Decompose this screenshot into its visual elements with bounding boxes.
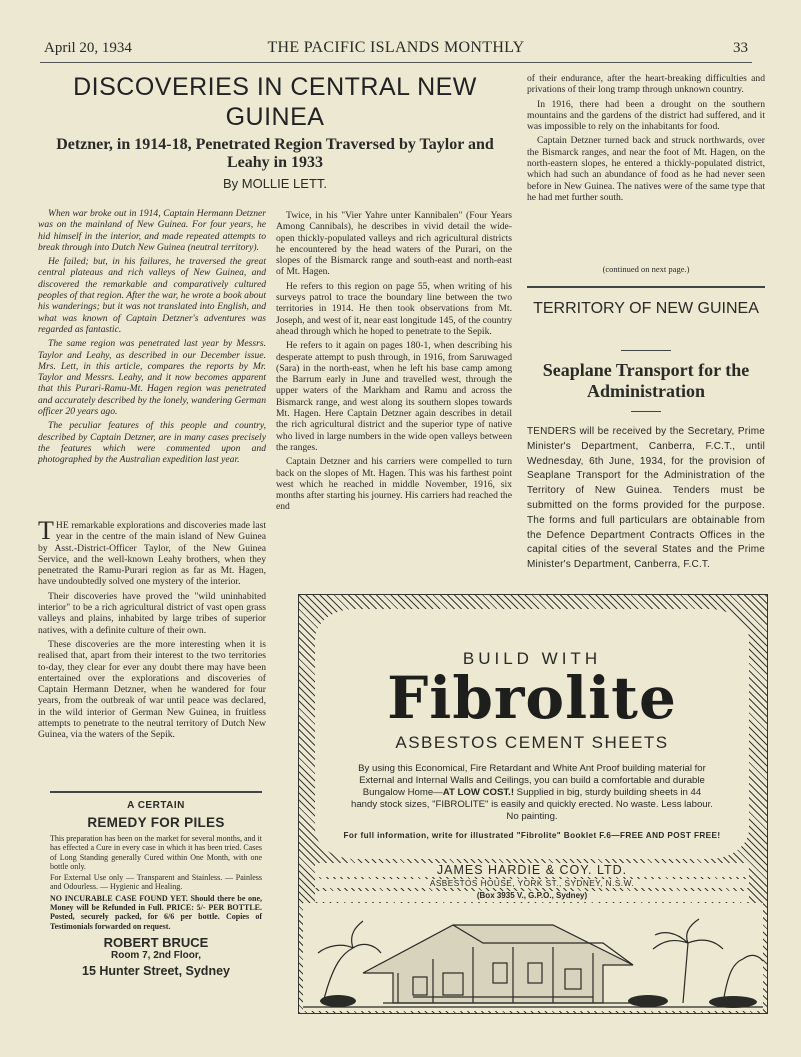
- notice-heading: TERRITORY OF NEW GUINEA: [533, 300, 759, 317]
- tender-text: TENDERS will be received by the Secretary, Prime Minister's Department, Canberra, F.C.T., until Wednesday, 6th June, 1934, for the provision of Seaplane Transport for the Administration of the Territory of New Guinea. Tenders must be submitted on the forms provided for the purpose. The forms and full particulars are obtainable from the Defence Department Contracts Offices in the capital cities of the several States and the Prime Minister's Department, Canberra, F.C.T.: [527, 426, 765, 571]
- body-paragraph: Twice, in his "Vier Yahre unter Kannibalen" (Four Years Among Cannibals), he describes in vivid detail the wide-open thickly-populated valleys and rich agricultural districts he encountered by the head waters of the Purari, on the slopes of the Bismarck range and south-east and north-east of Mt. Hagen.: [276, 210, 512, 278]
- section-divider: [527, 286, 765, 288]
- body-paragraph: Their discoveries have proved the "wild uninhabited interior" to be a rich agricultural district of vast open grass valleys and plains, inhabited by large tribes of superior natives, with a definite culture of their own.: [38, 590, 266, 636]
- advertiser-room: Room 7, 2nd Floor,: [110, 949, 201, 961]
- intro-paragraph: When war broke out in 1914, Captain Hermann Detzner was on the mainland of New Guinea. For four years, he hid himself in the interior, and made repeated attempts to break through into Dutch New Guinea (neutral territory).: [38, 208, 266, 253]
- article-body-left: [38, 516, 266, 744]
- copy-text: Supplied in big, sturdy building sheets in 44 handy stock sizes, "FIBROLITE" is easily and quickly erected. No waste. Less labour. No painting.: [351, 787, 713, 822]
- ad-body: [50, 834, 262, 931]
- intro-paragraph: The peculiar features of this people and country, described by Captain Detzner, are in many cases precisely the features which were commented upon and photographed by the Australian expedition last year.: [38, 420, 266, 466]
- issue-date: April 20, 1934: [44, 40, 132, 56]
- product-name: ASBESTOS CEMENT SHEETS: [395, 733, 669, 752]
- ad-title: REMEDY FOR PILES: [87, 815, 225, 830]
- article-body-middle: [276, 210, 512, 516]
- ad-copy: [351, 763, 713, 823]
- continued-note: (continued on next page.): [602, 264, 690, 274]
- article-byline: By MOLLIE LETT.: [222, 176, 328, 191]
- company-address: ASBESTOS HOUSE, YORK ST., SYDNEY, N.S.W.: [315, 879, 749, 888]
- article-subtitle: Detzner, in 1914-18, Penetrated Region Traversed by Taylor and Leahy in 1933: [56, 136, 494, 171]
- article-title: DISCOVERIES IN CENTRAL NEW GUINEA: [73, 73, 477, 131]
- brand-logo: Fibrolite: [387, 664, 677, 732]
- piles-remedy-ad: [50, 800, 262, 978]
- ad-paragraph: For External Use only — Transparent and Stainless. — Painless and Odourless. — Hygienic and Healing.: [50, 873, 262, 892]
- advertiser-street: 15 Hunter Street, Sydney: [82, 963, 230, 978]
- body-paragraph: [38, 516, 266, 588]
- intro-paragraph: He failed; but, in his failures, he traversed the great central plateaus and rich valleys of New Guinea, and discovered the remarkable and comparatively cultured peoples of that region. After the war, he wrote a book about his wanderings; but it was not translated into English, and what was known of Captain Detzner's adventures was regarded as fantastic.: [38, 256, 267, 335]
- body-paragraph: He refers to it again on pages 180-1, when describing his desperate attempt to push through, in 1916, from Saruwaged (Sara) in the north-east, when he left his base camp among the Barrum early in June and travelled west, through the upper waters of the Markham and Ramu and across the Bismarck range, and west along its southern slopes towards Mt. Hagen. Here Captain Detzner again describes in detail the rich agricultural district and the superior type of native who lived in large numbers in the wide open valleys between the ranges.: [276, 340, 512, 453]
- body-paragraph: Captain Detzner and his carriers were compelled to turn back on the slopes of Mt. Hagen. This was his farthest point west which he reached in middle November, 1916, six months after starting his journey. His carriers had reached the end: [276, 456, 512, 513]
- bungalow-illustration-icon: [303, 903, 763, 1011]
- body-paragraph: In 1916, there had been a drought on the southern mountains and the gardens of the district had suffered, and it was impossible to rely on the inhabitants for food.: [527, 98, 765, 133]
- body-first-text: HE remarkable explorations and discoveries made last year in the centre of the main island of New Guinea by Asst.-District-Officer Taylor, of the New Guinea Service, and the well-known Leahy brothers, when they penetrated the Ramu-Purari region as far as Mt. Hagen, have undoubtedly solved one mystery of the interior.: [38, 520, 266, 588]
- section-divider: [50, 791, 262, 793]
- company-name: JAMES HARDIE & COY. LTD.: [315, 863, 749, 877]
- drop-cap: T: [38, 516, 54, 545]
- tender-notice: [527, 425, 765, 576]
- body-paragraph: Captain Detzner turned back and struck northwards, over the Bismarck ranges, and near the foot of Mt. Hagen, on the north-eastern slopes, he entered a thickly-populated district, which had such an abundance of food as he had never seen before in New Guinea. The natives were of the same type that he had met further south.: [527, 135, 765, 203]
- ad-panel: [315, 609, 749, 859]
- short-rule: [621, 350, 671, 351]
- ad-build-with: BUILD WITH: [462, 649, 602, 668]
- page-number: 33: [733, 40, 748, 56]
- fibrolite-ad: [298, 594, 768, 1014]
- ad-heading: A CERTAIN: [127, 800, 185, 811]
- copy-emphasis: AT LOW COST.!: [442, 787, 515, 798]
- publication-title: THE PACIFIC ISLANDS MONTHLY: [267, 39, 525, 56]
- intro-paragraph: The same region was penetrated last year by Messrs. Taylor and Leahy, as described in our December issue. Mrs. Lett, in this article, compares the reports by Mr. Taylor and Messrs. Leahy, and it now becomes apparent that this Purari-Ramu-Mt. Hagen region was penetrated and accurately described by the lonely, wandering German officer 20 years ago.: [38, 338, 266, 418]
- company-box: (Box 3935 V., G.P.O., Sydney): [315, 891, 749, 902]
- booklet-offer: For full information, write for illustrated "Fibrolite" Booklet F.6—FREE AND POST FREE!: [343, 831, 721, 840]
- copy-text: By using this Economical, Fire Retardant and White Ant Proof building material for External and Internal Walls and Ceilings, you can build a comfortable and durable Bungalow Home—: [358, 763, 706, 798]
- body-paragraph: These discoveries are the more interesting when it is realised that, apart from their interest to the two territories to-day, they clear for ever any doubt there may have been entertained over the explorations and discoveries of Captain Hermann Detzner, when he wandered for four years, from the outbreak of war until peace was declared, in the wild interior of German New Guinea, in fruitless attempts to penetrate to the neutral territory of Dutch New Guinea, via the waters of the Sepik.: [38, 638, 266, 741]
- ad-paragraph: This preparation has been on the market for several months, and it has effected a Cure in every case in which it has been tried. Cases of Long Standing generally Cured within One Month, with one bottle only.: [50, 834, 262, 871]
- article-body-right: [527, 73, 765, 206]
- article-intro: [38, 208, 266, 469]
- body-paragraph: of their endurance, after the heart-breaking difficulties and privations of their long tramp through unknown country.: [527, 73, 765, 96]
- short-rule: [631, 411, 661, 412]
- ad-paragraph: NO INCURABLE CASE FOUND YET. Should there be one, Money will be Refunded in Full. PRICE: 5/- PER BOTTLE. Posted, securely packed, for 6/6 per bottle. Copies of Testimonials forwarded on request.: [50, 893, 262, 931]
- body-paragraph: He refers to this region on page 55, when writing of his surveys patrol to trace the boundary line between the two territories in 1914. He then took observations from Mt. Joseph, and west of it, near east longitude 145, of the country ahead through which he hoped to penetrate to the Sepik.: [276, 280, 512, 337]
- advertiser-name: ROBERT BRUCE: [103, 934, 209, 950]
- notice-title: Seaplane Transport for the Administration: [542, 360, 750, 401]
- page-header: [40, 38, 752, 63]
